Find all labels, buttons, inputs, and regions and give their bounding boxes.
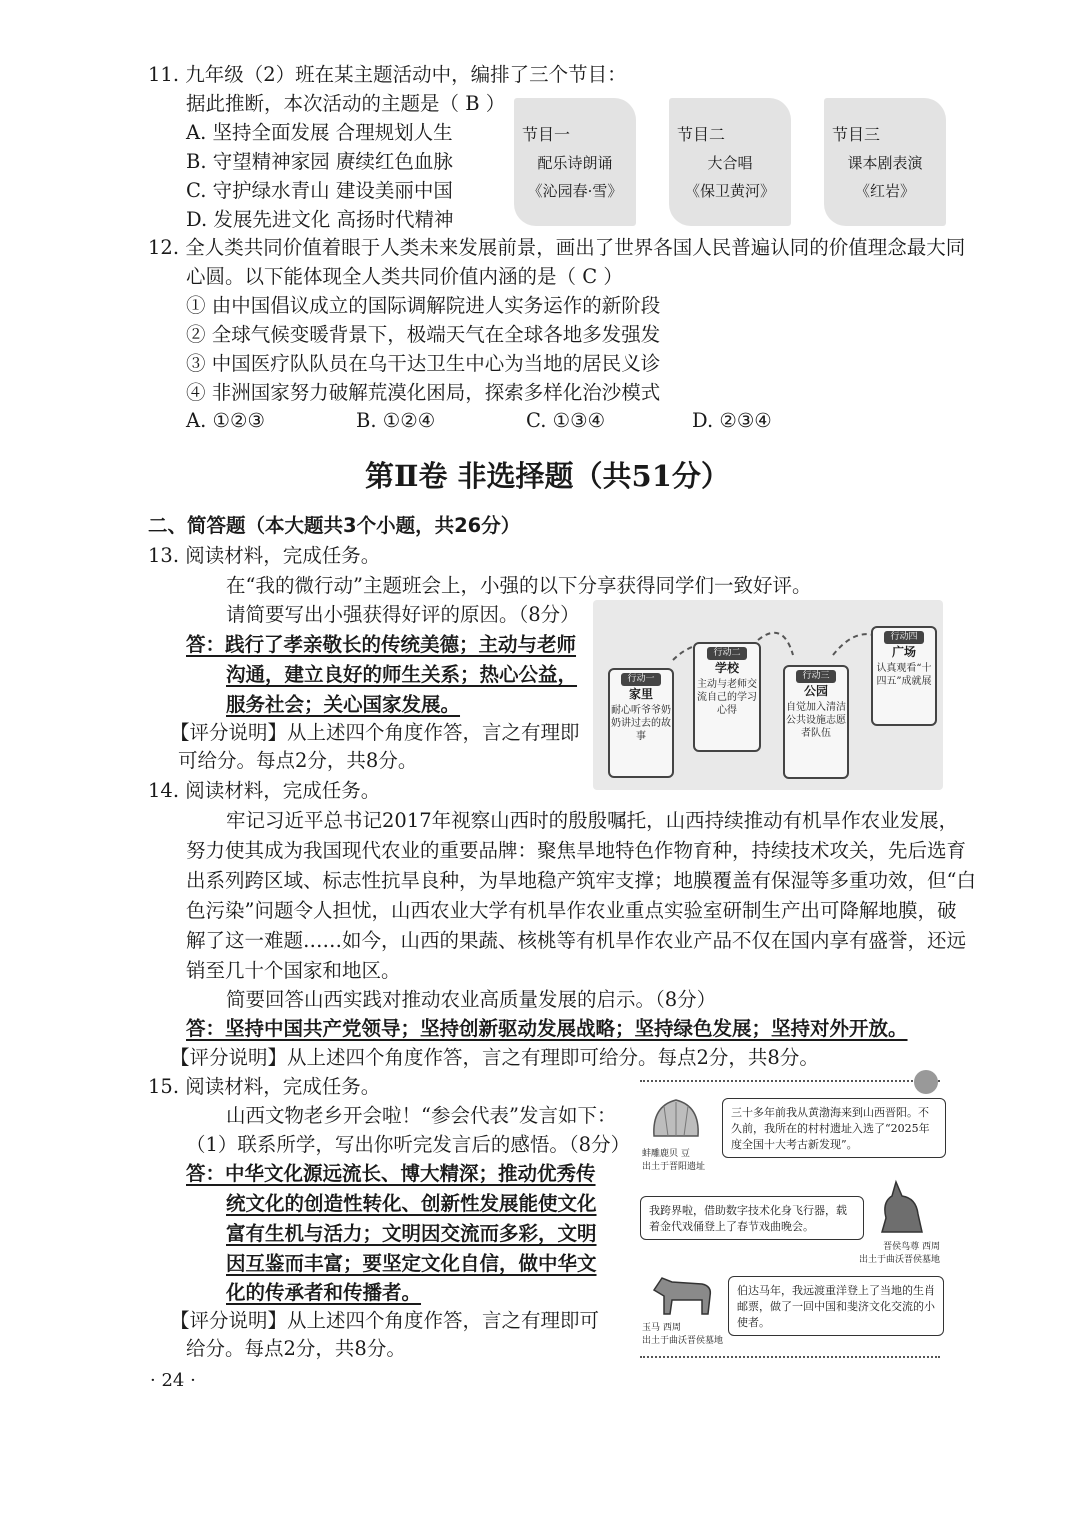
action-4-place: 广场 [891,645,916,659]
q14-task: 简要回答山西实践对推动农业高质量发展的启示。（8分） [226,988,717,1011]
q13-material: 在“我的微行动”主题班会上，小强的以下分享获得同学们一致好评。 [226,574,812,597]
q13-answer-line-3: 服务社会；关心国家发展。 [226,693,461,716]
action-1-place: 家里 [628,687,653,701]
speaker-3-origin: 出土于曲沃晋侯墓地 [642,1336,724,1346]
q15-material: 山西文物老乡开会啦！“参会代表”发言如下： [226,1104,617,1127]
action-3-place: 公园 [803,684,828,698]
jade-horse-icon [648,1270,720,1318]
q12-option-a: A. ①②③ [186,409,265,432]
q15-task: （1）联系所学，写出你听完发言后的感悟。（8分） [186,1133,631,1156]
q15-scoring-line-2: 给分。每点2分，共8分。 [186,1337,406,1360]
q14-material-line-3: 出系列跨区域、标志性抗旱良种，为旱地稳产筑牢支撑；地膜覆盖有保湿等多重功效，但“白 [186,869,976,892]
q15-answer-line-5: 化的传承者和传播者。 [226,1281,422,1304]
speech-bubble-3: 伯达马年，我远渡重洋登上了当地的生肖邮票，做了一回中国和斐济文化交流的小使者。 [728,1276,944,1336]
q14-stem: 14. 阅读材料，完成任务。 [148,779,381,802]
program-3-title: 节目三 [832,125,881,144]
speaker-1-origin: 出土于晋阳遗址 [642,1162,706,1172]
q13-answer-line-1: 答：践行了孝亲敬长的传统美德；主动与老师 [186,633,577,656]
action-2-place: 学校 [714,661,739,675]
q14-material-line-5: 解了这一难题……如今，山西的果蔬、核桃等有机旱作农业产品不仅在国内享有盛誉，还远 [186,929,967,952]
q14-material-line-1: 牢记习近平总书记2017年视察山西时的殷殷嘱托，山西持续推动有机旱作农业发展， [226,809,959,832]
badge-icon [914,1070,938,1094]
action-card-1 [608,668,674,778]
q13-illustration [593,600,943,790]
q15-answer-line-3: 富有生机与活力；文明因交流而多彩，文明 [226,1222,597,1245]
action-1-tag: 行动一 [621,673,661,686]
bird-vessel-icon [872,1178,932,1240]
q15-stem: 15. 阅读材料，完成任务。 [148,1075,381,1098]
part2-heading: 二、简答题（本大题共3个小题，共26分） [148,514,521,537]
q14-answer: 答：坚持中国共产党领导；坚持创新驱动发展战略；坚持绿色发展；坚持对外开放。 [186,1017,908,1040]
speaker-3-name: 玉马 西周 [642,1323,681,1333]
q15-answer-line-2: 统文化的创造性转化、创新性发展能使文化 [226,1192,597,1215]
q13-task: 请简要写出小强获得好评的原因。（8分） [226,603,580,626]
speaker-1-name: 蚌雕鹿贝 豆 [642,1149,690,1159]
q11-option-a: A. 坚持全面发展 合理规划人生 [186,121,453,144]
q11-question: 据此推断，本次活动的主题是（ B ） [186,92,506,115]
clam-shell-icon [650,1096,702,1144]
program-card-1 [514,98,636,226]
q14-material-line-6: 销至几十个国家和地区。 [186,959,401,982]
q13-answer-line-2: 沟通，建立良好的师生关系；热心公益， [226,663,578,686]
action-2-text: 主动与老师交流自己的学习心得 [697,679,757,716]
q12-option-c: C. ①③④ [526,409,606,432]
q12-item-3: ③ 中国医疗队队员在乌干达卫生中心为当地的居民义诊 [186,352,661,375]
program-1-name: 配乐诗朗诵 [537,154,613,172]
q12-question: 心圆。以下能体现全人类共同价值内涵的是（ C ） [186,265,623,288]
q14-scoring: 【评分说明】从上述四个角度作答，言之有理即可给分。每点2分，共8分。 [170,1046,819,1069]
q15-scoring-line-1: 【评分说明】从上述四个角度作答，言之有理即可 [170,1309,600,1332]
program-card-3 [824,98,946,226]
action-2-tag: 行动二 [707,647,747,660]
q15-answer-line-4: 因互鉴而丰富；要坚定文化自信，做中华文 [226,1252,597,1275]
program-3-work: 《红岩》 [854,182,915,200]
page-number: · 24 · [150,1370,196,1391]
action-card-4 [871,626,937,726]
q11-option-c: C. 守护绿水青山 建设美丽中国 [186,179,453,202]
speech-bubble-1: 三十多年前我从黄渤海来到山西晋阳。不久前，我所在的村村遗址入选了“2025年度全国十大考古新发现”。 [722,1098,946,1158]
q14-material-line-4: 色污染”问题令人担忧，山西农业大学有机旱作农业重点实验室研制生产出可降解地膜，破 [186,899,957,922]
q15-illustration-bottom-rule [640,1356,940,1358]
action-4-text: 认真观看“十四五”成就展 [876,663,932,687]
action-card-3 [783,665,849,779]
q13-stem: 13. 阅读材料，完成任务。 [148,544,381,567]
action-3-text: 自觉加入清洁公共设施志愿者队伍 [786,702,846,739]
action-1-text: 耐心听爷爷奶奶讲过去的故事 [611,705,671,742]
section-title: 第Ⅱ卷 非选择题（共51分） [365,459,730,493]
q15-illustration-top-rule [640,1080,940,1082]
program-2-work: 《保卫黄河》 [684,182,775,200]
action-card-2 [693,642,761,752]
program-1-work: 《沁园春·雪》 [527,182,623,200]
program-3-name: 课本剧表演 [847,154,923,172]
q14-material-line-2: 努力使其成为我国现代农业的重要品牌：聚焦旱地特色作物育种，持续技术攻关，先后选育 [186,839,967,862]
q11-stem: 11. 九年级（2）班在某主题活动中，编排了三个节目： [148,63,627,86]
q15-answer-line-1: 答：中华文化源远流长、博大精深；推动优秀传 [186,1162,596,1185]
q13-scoring-line-1: 【评分说明】从上述四个角度作答，言之有理即 [170,721,580,744]
program-2-name: 大合唱 [707,154,753,172]
speaker-2-name: 晋侯鸟尊 西周 [883,1242,940,1252]
program-1-title: 节目一 [522,125,571,144]
q12-stem: 12. 全人类共同价值着眼于人类未来发展前景，画出了世界各国人民普遍认同的价值理念最大同 [148,236,966,259]
program-card-2 [669,98,791,226]
q11-option-d: D. 发展先进文化 高扬时代精神 [186,208,454,231]
q12-option-d: D. ②③④ [692,409,772,432]
action-3-tag: 行动三 [796,670,836,683]
program-2-title: 节目二 [677,125,726,144]
q12-item-4: ④ 非洲国家努力破解荒漠化困局，探索多样化治沙模式 [186,381,661,404]
q13-scoring-line-2: 可给分。每点2分，共8分。 [178,749,418,772]
q11-option-b: B. 守望精神家园 赓续红色血脉 [186,150,453,173]
action-4-tag: 行动四 [884,631,924,644]
q12-option-b: B. ①②④ [356,409,436,432]
speech-bubble-2: 我跨界啦，借助数字技术化身飞行器，载着金代戏俑登上了春节戏曲晚会。 [640,1196,864,1240]
q12-item-2: ② 全球气候变暖背景下，极端天气在全球各地多发强发 [186,323,661,346]
speaker-2-origin: 出土于曲沃晋侯墓地 [858,1255,940,1265]
q12-item-1: ① 由中国倡议成立的国际调解院进人实务运作的新阶段 [186,294,661,317]
